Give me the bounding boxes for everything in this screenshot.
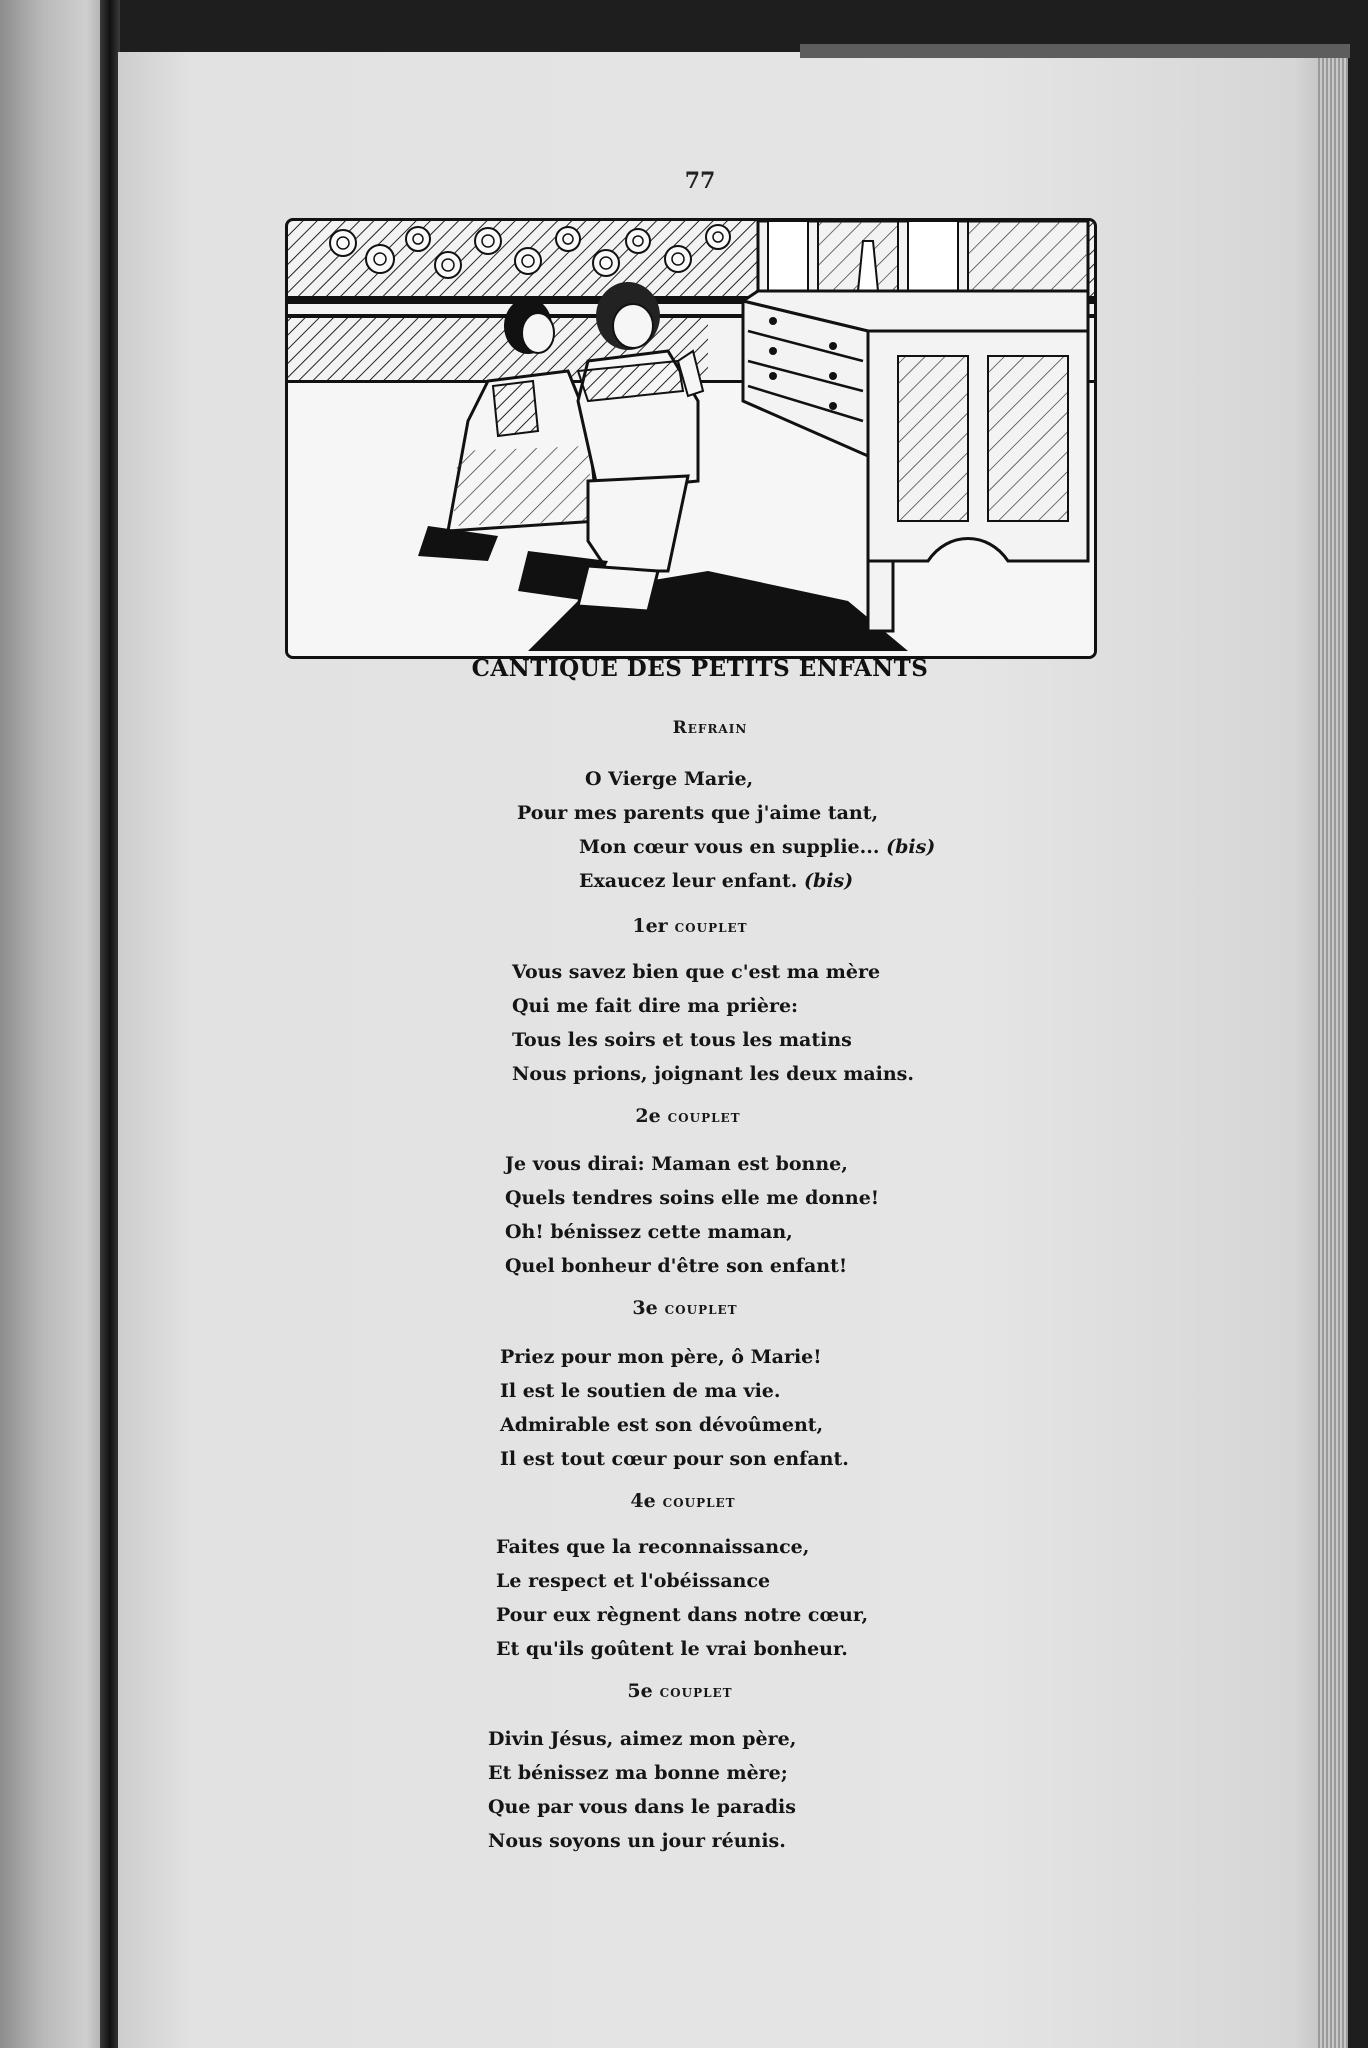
couplet-stanza <box>496 1530 868 1666</box>
couplet-line: Nous prions, joignant les deux mains. <box>512 1063 914 1085</box>
couplet-number: 1er <box>632 915 668 937</box>
couplet-line: Quel bonheur d'être son enfant! <box>505 1255 848 1277</box>
refrain-line <box>579 830 935 864</box>
couplet-line: Le respect et l'obéissance <box>496 1570 771 1592</box>
couplet-number: 2e <box>635 1105 661 1127</box>
couplet-line: Qui me fait dire ma prière: <box>512 995 799 1017</box>
refrain-line <box>579 864 935 898</box>
book-gutter <box>100 0 120 2048</box>
couplet-line: Admirable est son dévoûment, <box>500 1414 824 1436</box>
couplet-heading <box>540 915 840 937</box>
couplet-line: Quels tendres soins elle me donne! <box>505 1187 880 1209</box>
previous-page-edge <box>0 0 108 2048</box>
couplet-label: couplet <box>662 1492 736 1512</box>
couplet-stanza <box>505 1147 879 1283</box>
bis-mark: (bis) <box>886 836 936 858</box>
scanner-strip <box>800 44 1350 58</box>
couplet-stanza <box>512 955 914 1091</box>
couplet-line: Que par vous dans le paradis <box>488 1796 796 1818</box>
couplet-heading <box>533 1490 833 1512</box>
couplet-line: Il est tout cœur pour son enfant. <box>500 1448 849 1470</box>
page-number: 77 <box>684 168 716 194</box>
refrain-line: Pour mes parents que j'aime tant, <box>517 802 879 824</box>
refrain-line: O Vierge Marie, <box>585 768 754 790</box>
bis-mark: (bis) <box>803 870 854 892</box>
couplet-line: Je vous dirai: Maman est bonne, <box>505 1153 848 1175</box>
couplet-number: 4e <box>630 1490 656 1512</box>
couplet-label: couplet <box>664 1299 738 1319</box>
couplet-number: 3e <box>632 1297 658 1319</box>
refrain-line-text: Mon cœur vous en supplie... <box>579 836 880 858</box>
couplet-line: Et bénissez ma bonne mère; <box>488 1762 788 1784</box>
couplet-line: Pour eux règnent dans notre cœur, <box>496 1604 869 1626</box>
couplet-line: Il est le soutien de ma vie. <box>500 1380 781 1402</box>
couplet-line: Faites que la reconnaissance, <box>496 1536 810 1558</box>
couplet-line: Nous soyons un jour réunis. <box>488 1830 786 1852</box>
couplet-label: couplet <box>667 1107 741 1127</box>
couplet-label: couplet <box>659 1682 733 1702</box>
couplet-heading <box>535 1297 835 1319</box>
couplet-line: Oh! bénissez cette maman, <box>505 1221 793 1243</box>
refrain-line-text: Exaucez leur enfant. <box>579 870 798 892</box>
couplet-heading <box>538 1105 838 1127</box>
couplet-heading <box>530 1680 830 1702</box>
couplet-stanza <box>500 1340 849 1476</box>
hymn-title: CANTIQUE DES PETITS ENFANTS <box>471 655 929 682</box>
couplet-line: Tous les soirs et tous les matins <box>512 1029 852 1051</box>
couplet-stanza <box>488 1722 796 1858</box>
page-stack-edges <box>1318 52 1348 2048</box>
couplet-line: Divin Jésus, aimez mon père, <box>488 1728 797 1750</box>
couplet-number: 5e <box>627 1680 653 1702</box>
refrain-heading: Refrain <box>672 718 748 738</box>
couplet-line: Vous savez bien que c'est ma mère <box>512 961 881 983</box>
couplet-line: Et qu'ils goûtent le vrai bonheur. <box>496 1638 848 1660</box>
refrain-stanza <box>517 762 935 898</box>
praying-children-illustration <box>285 218 1097 659</box>
couplet-line: Priez pour mon père, ô Marie! <box>500 1346 822 1368</box>
couplet-label: couplet <box>674 917 748 937</box>
